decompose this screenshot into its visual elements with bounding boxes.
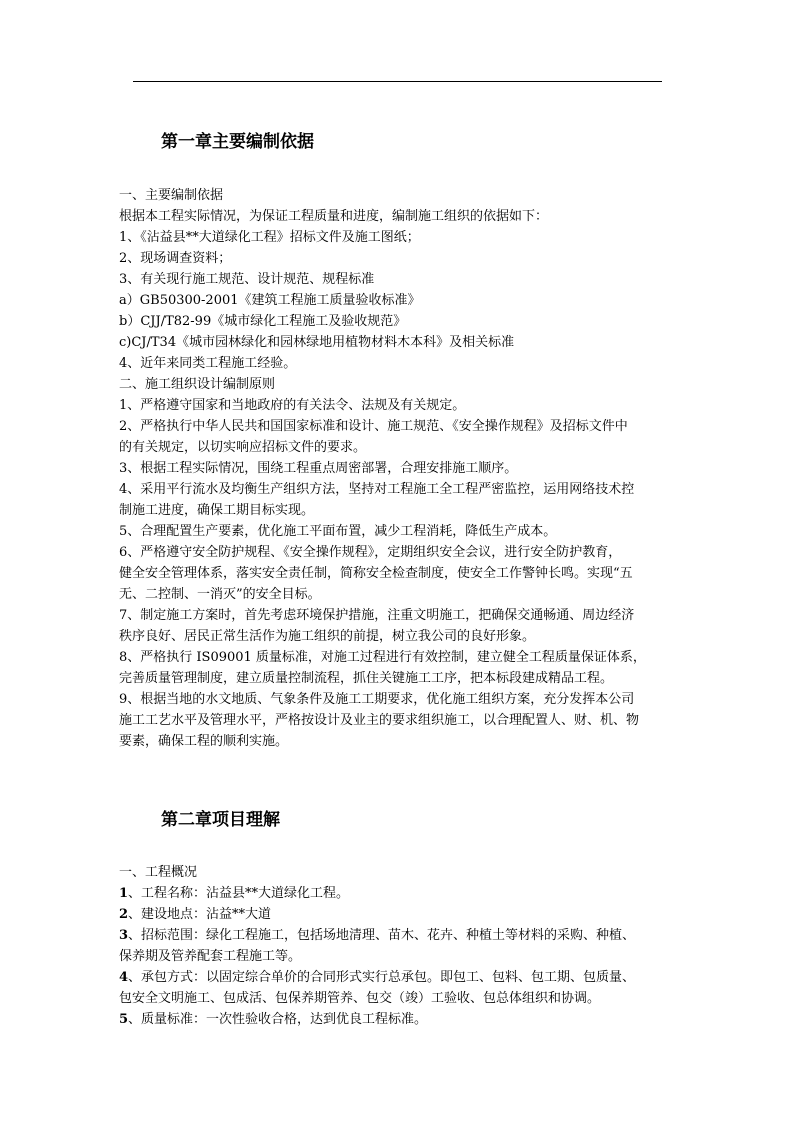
paragraph-line: 根据本工程实际情况，为保证工程质量和进度，编制施工组织的依据如下： bbox=[119, 209, 549, 224]
item-number: 3 bbox=[119, 928, 129, 943]
item-text: 、承包方式：以固定综合单价的合同形式实行总承包。即包工、包料、包工期、包质量、 bbox=[128, 970, 636, 985]
paragraph-line: 4、采用平行流水及均衡生产组织方法，坚持对工程施工全工程严密监控，运用网络技术控 bbox=[119, 482, 635, 497]
item-text: 、工程名称：沾益县**大道绿化工程。 bbox=[128, 886, 350, 901]
overview-item-continuation: 保养期及管养配套工程施工等。 bbox=[119, 949, 302, 964]
overview-item bbox=[119, 1009, 679, 1030]
paragraph-line: 1、《沾益县**大道绿化工程》招标文件及施工图纸； bbox=[119, 230, 420, 245]
chapter-1-title: 第一章主要编制依据 bbox=[161, 132, 314, 152]
paragraph-line: 4、近年来同类工程施工经验。 bbox=[119, 356, 297, 371]
item-text: 、建设地点：沾益**大道 bbox=[128, 907, 272, 922]
chapter-2-title: 第二章项目理解 bbox=[161, 810, 280, 830]
paragraph-line: 3、根据工程实际情况，围绕工程重点周密部署，合理安排施工顺序。 bbox=[119, 461, 518, 476]
item-number: 2 bbox=[119, 907, 129, 922]
overview-item-continuation: 包安全文明施工、包成活、包保养期管养、包交（竣）工验收、包总体组织和协调。 bbox=[119, 991, 601, 1006]
header-rule bbox=[133, 81, 662, 82]
item-number: 1 bbox=[119, 886, 129, 901]
overview-item bbox=[119, 904, 679, 925]
overview-item bbox=[119, 883, 679, 904]
paragraph-line: 1、严格遵守国家和当地政府的有关法令、法规及有关规定。 bbox=[119, 398, 466, 413]
paragraph-line: c)CJ/T34《城市园林绿化和园林绿地用植物材料木本科》及相关标准 bbox=[119, 335, 515, 350]
paragraph-line: 完善质量管理制度，建立质量控制流程，抓住关键施工工序，把本标段建成精品工程。 bbox=[119, 671, 614, 686]
chapter-2-body bbox=[119, 862, 679, 1030]
paragraph-line: b）CJJ/T82-99《城市绿化工程施工及验收规范》 bbox=[119, 314, 407, 329]
paragraph-line: 8、严格执行 IS09001 质量标准，对施工过程进行有效控制，建立健全工程质量保证体系， bbox=[119, 650, 646, 665]
item-text: 、招标范围：绿化工程施工，包括场地清理、苗木、花卉、种植土等材料的采购、种植、 bbox=[128, 928, 636, 943]
paragraph-line: 2、严格执行中华人民共和国国家标准和设计、施工规范、《安全操作规程》及招标文件中 bbox=[119, 419, 628, 434]
paragraph-line: 制施工进度，确保工期目标实现。 bbox=[119, 503, 315, 518]
document-body bbox=[119, 128, 679, 1030]
item-text: 、质量标准：一次性验收合格，达到优良工程标准。 bbox=[128, 1012, 428, 1027]
paragraph-line: 7、制定施工方案时，首先考虑环境保护措施，注重文明施工，把确保交通畅通、周边经济 bbox=[119, 608, 635, 623]
paragraph-line: 健全安全管理体系，落实安全责任制，简称安全检查制度，使安全工作警钟长鸣。实现“五 bbox=[119, 566, 633, 581]
paragraph-line: 9、根据当地的水文地质、气象条件及施工工期要求，优化施工组织方案，充分发挥本公司 bbox=[119, 692, 635, 707]
paragraph-line: 的有关规定，以切实响应招标文件的要求。 bbox=[119, 440, 367, 455]
paragraph-line: 5、合理配置生产要素，优化施工平面布置，减少工程消耗，降低生产成本。 bbox=[119, 524, 557, 539]
paragraph-line: 要素，确保工程的顺利实施。 bbox=[119, 734, 289, 749]
section-heading: 一、主要编制依据 bbox=[119, 188, 224, 203]
paragraph-line: 无、二控制、一消灭”的安全目标。 bbox=[119, 587, 321, 602]
paragraph-line: 6、严格遵守安全防护规程、《安全操作规程》，定期组织安全会议，进行安全防护教育， bbox=[119, 545, 622, 560]
paragraph-line: 秩序良好、居民正常生活作为施工组织的前提，树立我公司的良好形象。 bbox=[119, 629, 536, 644]
paragraph-line: 施工工艺水平及管理水平，严格按设计及业主的要求组织施工，以合理配置人、财、机、物 bbox=[119, 713, 640, 728]
section-heading: 二、施工组织设计编制原则 bbox=[119, 377, 276, 392]
paragraph-line: a）GB50300-2001《建筑工程施工质量验收标准》 bbox=[119, 293, 421, 308]
overview-item bbox=[119, 925, 679, 946]
paragraph-line: 2、现场调查资料； bbox=[119, 251, 232, 266]
overview-item bbox=[119, 967, 679, 988]
chapter-1-body bbox=[119, 185, 679, 752]
item-number: 5 bbox=[119, 1012, 129, 1027]
paragraph-line: 3、有关现行施工规范、设计规范、规程标准 bbox=[119, 272, 375, 287]
item-number: 4 bbox=[119, 970, 129, 985]
section-heading: 一、工程概况 bbox=[119, 865, 198, 880]
